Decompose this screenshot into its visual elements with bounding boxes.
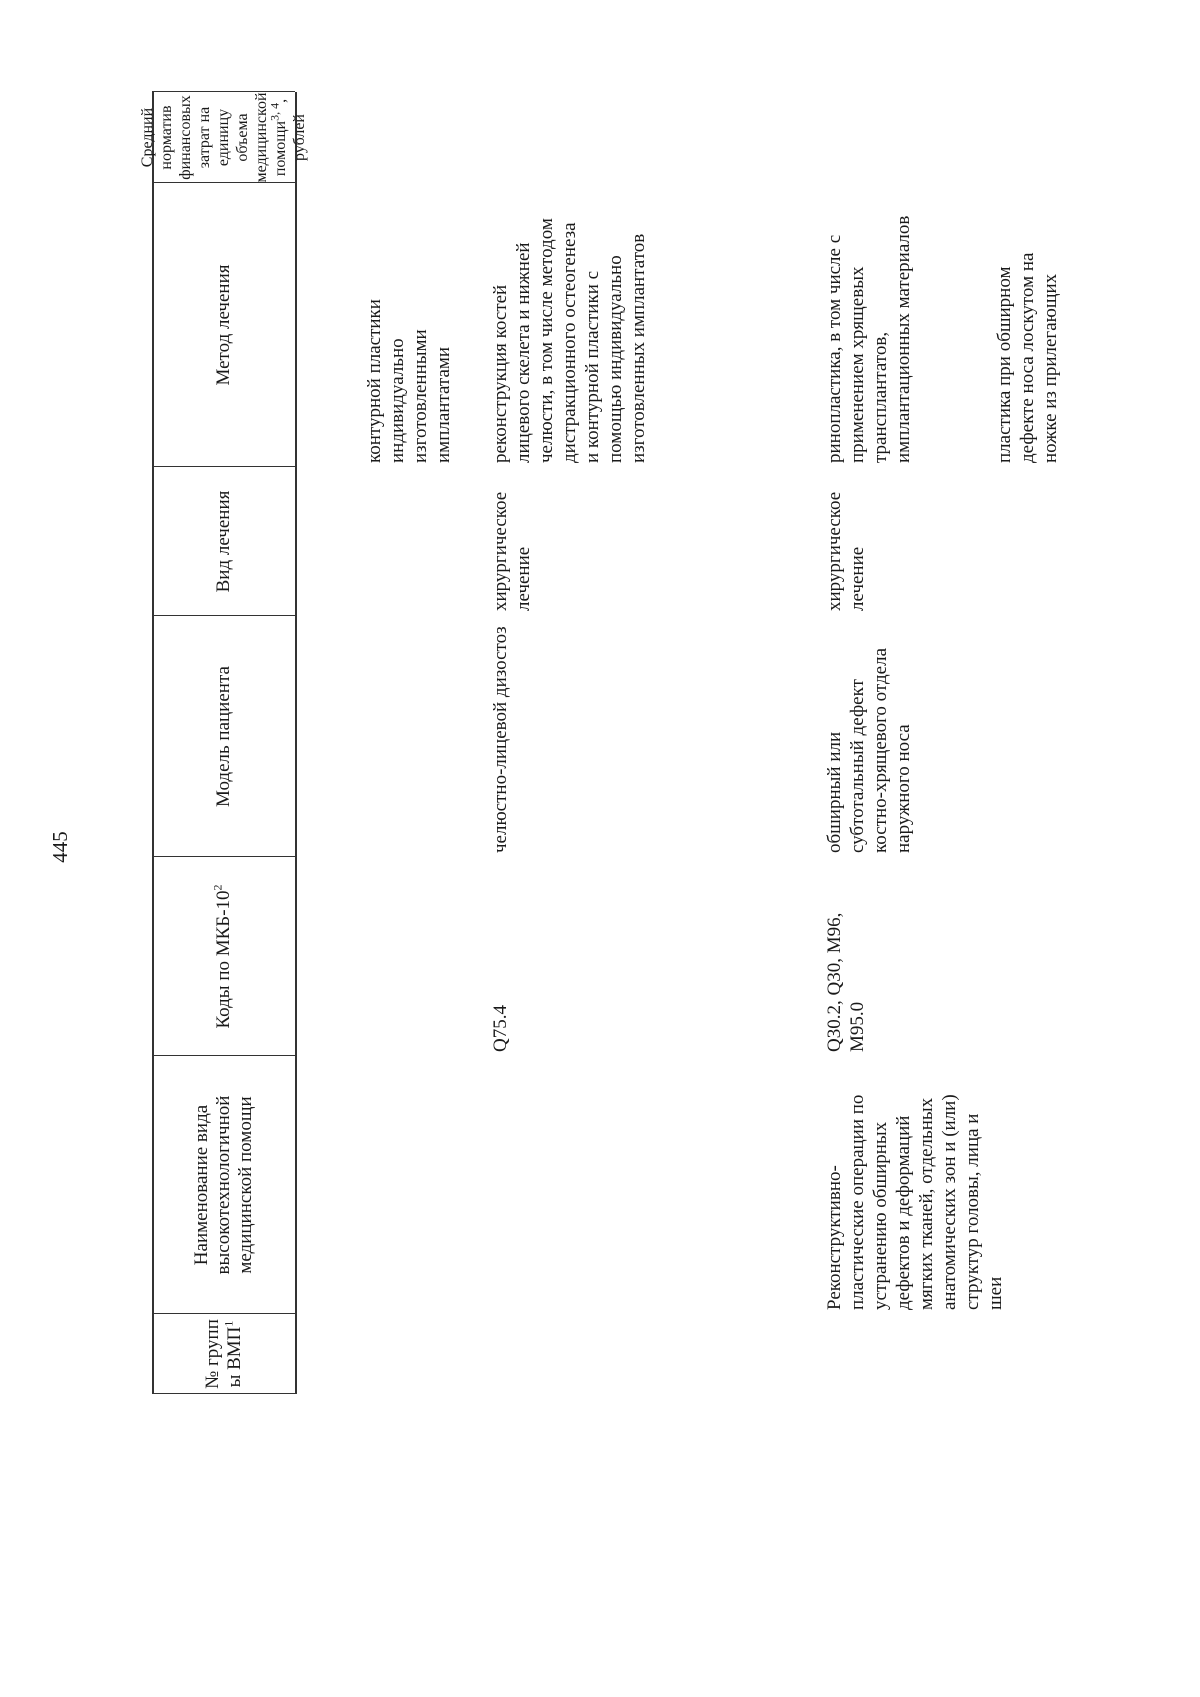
- row-method: контурной пластики индивидуально изготовленными имплантатами: [364, 299, 454, 463]
- footnote-mark: 3, 4: [267, 102, 282, 121]
- row-method: пластика при обширном дефекте носа лоскутом на ножке из прилегающих: [994, 252, 1061, 463]
- header-treatment-method: [152, 183, 295, 467]
- header-group-number-label: № групп ы ВМП: [201, 1319, 245, 1389]
- footnote-mark: 1: [221, 1320, 236, 1327]
- header-treatment-method-label: Метод лечения: [212, 264, 234, 386]
- row-patient-model: челюстно-лицевой дизостоз: [490, 626, 511, 853]
- header-treatment-type-label: Вид лечения: [212, 490, 234, 593]
- row-treatment-type: хирургическое лечение: [824, 491, 868, 611]
- header-average-cost-unit: , рублей: [272, 98, 308, 161]
- footnote-mark: 2: [210, 884, 225, 891]
- row-patient-model: обширный или субтотальный дефект костно-хрящевого отдела наружного носа: [824, 647, 914, 853]
- row-treatment-type: хирургическое лечение: [490, 491, 534, 611]
- row-method: реконструкция костей лицевого скелета и нижней челюсти, в том числе методом дистракционного остеогенеза и контурной пластики с помощью индивидуально изготовленных имплантатов: [490, 218, 649, 463]
- header-icd-codes-label: Коды по МКБ-10: [212, 890, 234, 1029]
- header-icd-codes: [152, 857, 295, 1056]
- page-number: 445: [48, 831, 72, 863]
- header-treatment-type: [152, 467, 295, 616]
- header-group-number: [152, 1314, 295, 1394]
- header-average-cost: [139, 92, 308, 183]
- header-care-type-name-label: Наименование вида высокотехнологичной медицинской помощи: [190, 1095, 256, 1275]
- header-patient-model: [152, 616, 295, 857]
- header-bottom-rule: [295, 92, 297, 1394]
- header-care-type-name: [152, 1056, 295, 1314]
- row-care-type-name: Реконструктивно- пластические операции по устранению обширных дефектов и деформаций мягких тканей, отдельных анатомических зон и (или) структур головы, лица и шеи: [824, 1094, 1006, 1310]
- header-patient-model-label: Модель пациента: [212, 666, 234, 807]
- row-method: ринопластика, в том числе с применением хрящевых трансплантатов, имплантационных материалов: [824, 215, 914, 463]
- row-icd-codes: Q30.2, Q30, M96, M95.0: [824, 912, 868, 1052]
- header-average-cost-label: Средний норматив финансовых затрат на единицу объема медицинской помощи: [139, 92, 289, 183]
- row-icd-codes: Q75.4: [490, 1005, 511, 1052]
